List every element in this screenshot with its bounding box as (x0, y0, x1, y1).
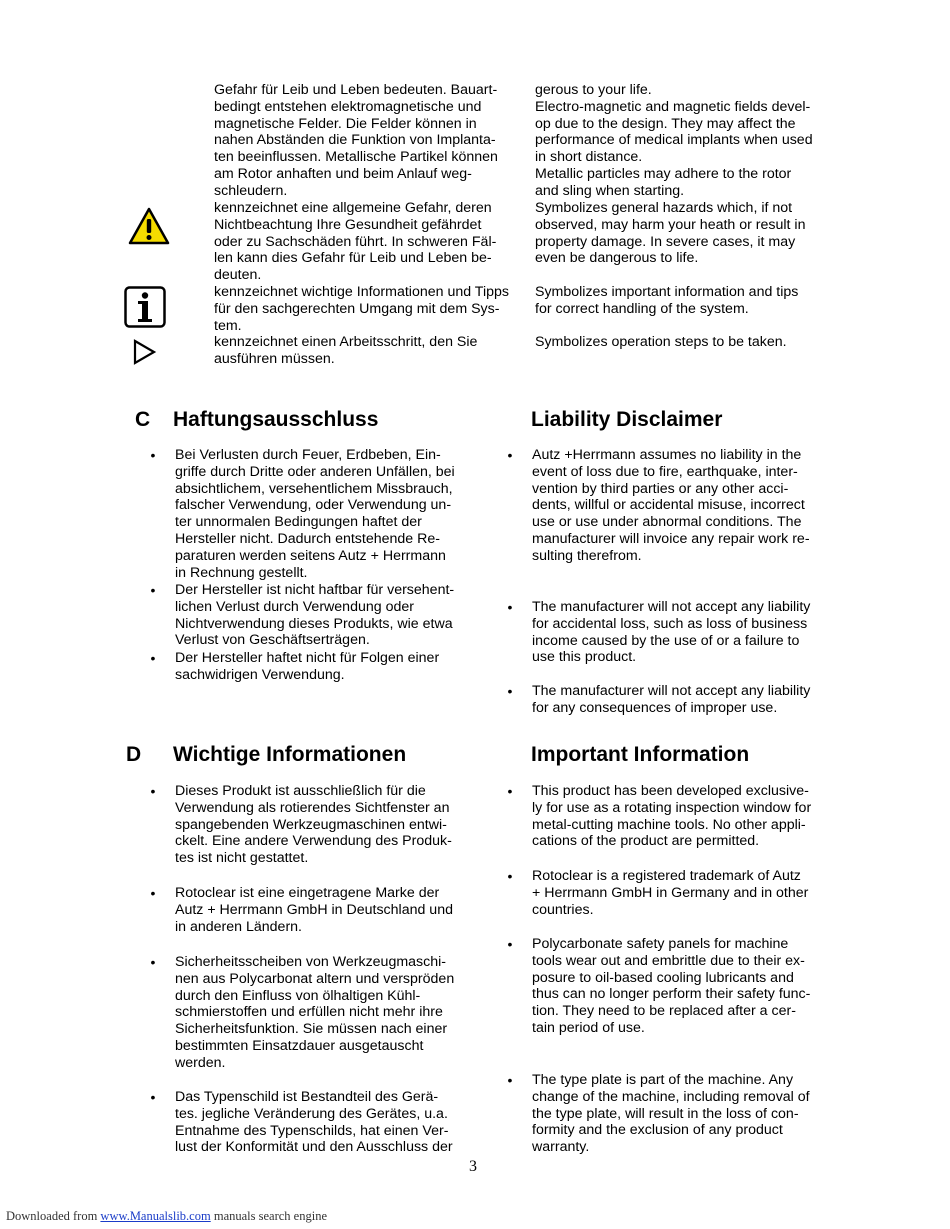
list-item: Polycarbonate safety panels for machine tools wear out and embrittle due to their ex- posure to oil-based cooling lubricants and thus can no longer perform their safety func- tion. They need to be replaced after a cer- tain period of use. (532, 936, 811, 1036)
list-item: Sicherheitsscheiben von Werkzeugmaschi- nen aus Polycarbonat altern und verspröden durch den Einfluss von ölhaltigen Kühl- schmierstoffen und erfüllen nicht mehr ihre Sicherheitsfunktion. Sie müssen nach einer bestimmten Einsatzdauer ausgetauscht werden. (175, 954, 455, 1071)
section-c-title-en: Liability Disclaimer (531, 408, 723, 431)
bullet: • (150, 582, 156, 598)
warning-icon (127, 206, 171, 246)
list-item: Bei Verlusten durch Feuer, Erdbeben, Ein- griffe durch Dritte oder anderen Unfällen, bei absichtlichem, versehentlichem Missbrauch, falscher Verwendung, oder Verwendung un- ter unnormalen Bedingungen haftet der Hersteller nicht. Dadurch entstehende Re- paraturen werden seitens Autz + Herrmann in Rechnung gestellt. (175, 447, 455, 581)
list-item: This product has been developed exclusive- ly for use as a rotating inspection window for metal-cutting machine tools. No other appli- cations of the product are permitted. (532, 783, 812, 850)
section-c-title-de: Haftungsausschluss (173, 408, 379, 431)
list-item: The type plate is part of the machine. Any change of the machine, including removal of the type plate, will result in the loss of con- formity and the exclusion of any product warranty. (532, 1072, 810, 1156)
bullet: • (150, 1089, 156, 1105)
list-item: Das Typenschild ist Bestandteil des Gerä- tes. jegliche Veränderung des Gerätes, u.a. Entnahme des Typenschilds, hat einen Ver- lust der Konformität und den Ausschluss der (175, 1089, 453, 1156)
info-text-de: kennzeichnet wichtige Informationen und Tipps für den sachgerechten Umgang mit dem Sys- tem. (214, 284, 509, 334)
manualslib-link[interactable]: www.Manualslib.com (100, 1209, 211, 1223)
bullet: • (507, 936, 513, 952)
list-item: Der Hersteller haftet nicht für Folgen einer sachwidrigen Verwendung. (175, 650, 440, 683)
section-c-letter: C (135, 408, 151, 431)
bullet: • (507, 447, 513, 463)
emf-text-de: Gefahr für Leib und Leben bedeuten. Bauart- bedingt entstehen elektromagnetische und magnetische Felder. Die Felder können in nahen Abständen die Funktion von Implanta- ten beeinflussen. Metallische Partikel können am Rotor anhaften und beim Anlauf weg- schleudern. (214, 82, 498, 199)
footer-suffix: manuals search engine (213, 1209, 327, 1223)
section-d-letter: D (126, 743, 142, 766)
info-icon (124, 286, 166, 328)
emf-text-en: gerous to your life. Electro-magnetic and magnetic fields devel- op due to the design. They may affect the performance of medical implants when used in short distance. Metallic particles may adhere to the rotor and sling when starting. (535, 82, 813, 199)
section-d-title-de: Wichtige Informationen (173, 743, 407, 766)
list-item: The manufacturer will not accept any liability for any consequences of improper use. (532, 683, 811, 716)
bullet: • (507, 683, 513, 699)
bullet: • (150, 954, 156, 970)
bullet: • (150, 885, 156, 901)
list-item: Rotoclear ist eine eingetragene Marke der Autz + Herrmann GmbH in Deutschland und in anderen Ländern. (175, 885, 453, 935)
list-item: Autz +Herrmann assumes no liability in the event of loss due to fire, earthquake, inter- vention by third parties or any other acci- dents, willful or accidental misuse, incorrect use or use under abnormal conditions. The manufacturer will invoice any repair work re- sulting therefrom. (532, 447, 810, 564)
page-number: 3 (469, 1158, 477, 1175)
step-text-de: kennzeichnet einen Arbeitsschritt, den Sie ausführen müssen. (214, 334, 478, 367)
bullet: • (507, 599, 513, 615)
footer-prefix: Downloaded from (6, 1209, 98, 1223)
bullet: • (150, 650, 156, 666)
bullet: • (507, 1072, 513, 1088)
list-item: Rotoclear is a registered trademark of Autz + Herrmann GmbH in Germany and in other countries. (532, 868, 809, 918)
list-item: Der Hersteller ist nicht haftbar für versehent- lichen Verlust durch Verwendung oder Nichtverwendung dieses Produkts, wie etwa Verlust von Geschäftserträgen. (175, 582, 455, 649)
warning-text-en: Symbolizes general hazards which, if not observed, may harm your heath or result in property damage. In severe cases, it may even be dangerous to life. (535, 200, 806, 267)
footer (6, 1209, 327, 1224)
info-text-en: Symbolizes important information and tips for correct handling of the system. (535, 284, 799, 317)
bullet: • (150, 447, 156, 463)
bullet: • (507, 783, 513, 799)
bullet: • (150, 783, 156, 799)
list-item: Dieses Produkt ist ausschließlich für die Verwendung als rotierendes Sichtfenster an spangebenden Werkzeugmaschinen entwi- ckelt. Eine andere Verwendung des Produk- tes ist nicht gestattet. (175, 783, 452, 867)
step-arrow-icon (133, 339, 157, 365)
list-item: The manufacturer will not accept any liability for accidental loss, such as loss of business income caused by the use of or a failure to use this product. (532, 599, 811, 666)
bullet: • (507, 868, 513, 884)
section-d-title-en: Important Information (531, 743, 750, 766)
step-text-en: Symbolizes operation steps to be taken. (535, 334, 787, 350)
warning-text-de: kennzeichnet eine allgemeine Gefahr, deren Nichtbeachtung Ihre Gesundheit gefährdet oder zu Sachschäden führt. In schweren Fäl- len kann dies Gefahr für Leib und Leben be- deuten. (214, 200, 497, 284)
